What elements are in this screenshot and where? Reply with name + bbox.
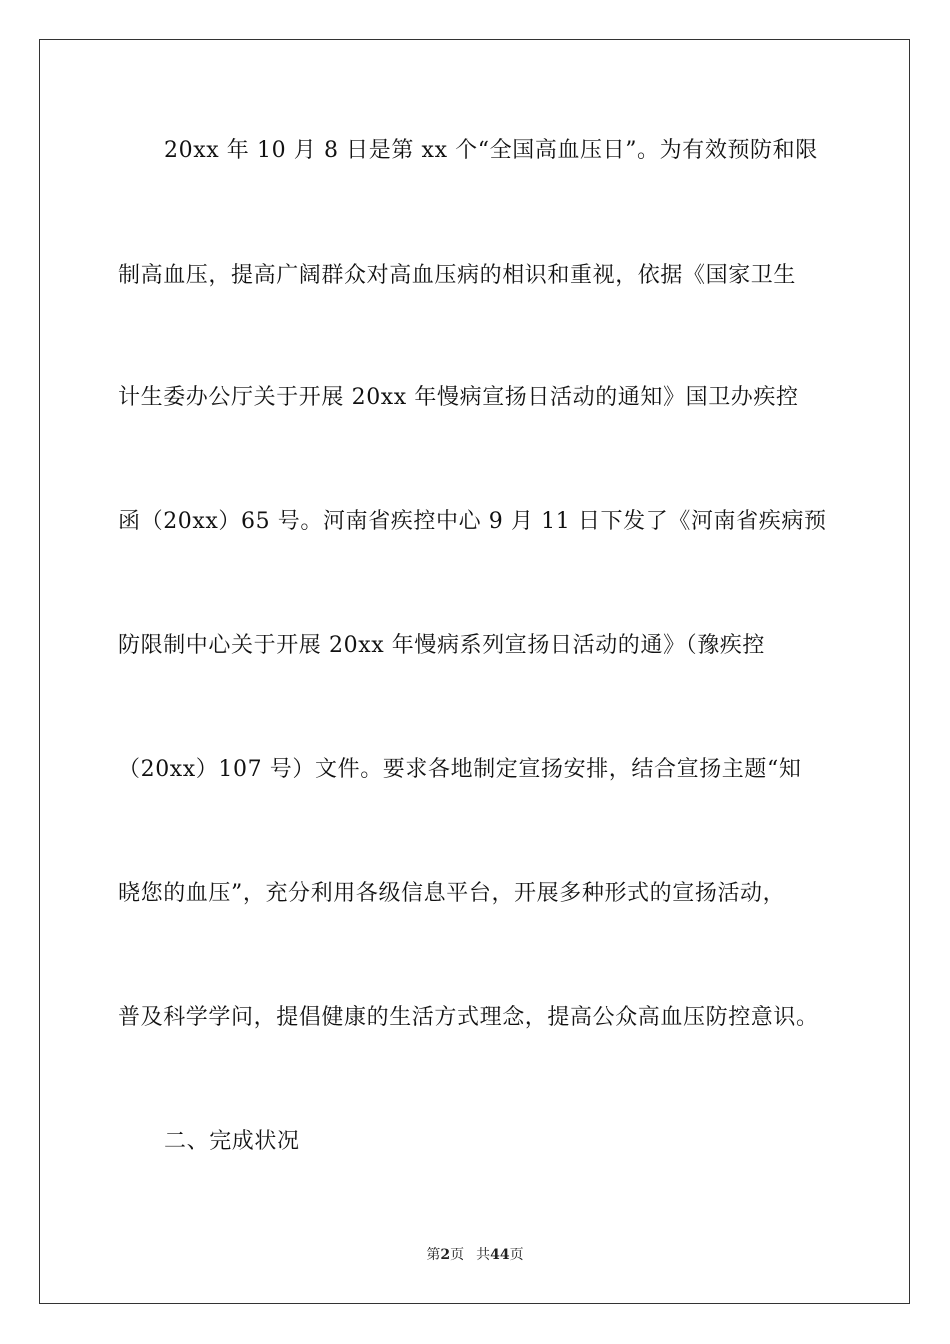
page-footer (0, 1246, 950, 1264)
footer-total-suffix: 页 (509, 1247, 524, 1263)
page-border (39, 39, 910, 1304)
paragraph-line-3: 计生委办公厅关于开展 20xx 年慢病宣扬日活动的通知》国卫办疾控 (118, 385, 799, 410)
paragraph-line-6: （20xx）107 号）文件。要求各地制定宣扬安排，结合宣扬主题“知 (118, 757, 802, 782)
paragraph-line-1: 20xx 年 10 月 8 日是第 xx 个“全国高血压日”。为有效预防和限 (164, 138, 818, 163)
paragraph-line-4: 函（20xx）65 号。河南省疾控中心 9 月 11 日下发了《河南省疾病预 (118, 509, 827, 534)
paragraph-line-8: 普及科学学问，提倡健康的生活方式理念，提高公众高血压防控意识。 (118, 1005, 819, 1030)
paragraph-line-2: 制高血压，提高广阔群众对高血压病的相识和重视，依据《国家卫生 (118, 263, 797, 288)
section-heading: 二、完成状况 (164, 1129, 300, 1154)
footer-page-suffix: 页 (450, 1247, 465, 1263)
footer-page-prefix: 第 (426, 1247, 441, 1263)
footer-page-number: 2 (440, 1247, 451, 1263)
footer-total-prefix: 共 (476, 1247, 491, 1263)
footer-total-pages: 44 (490, 1247, 510, 1263)
paragraph-line-7: 晓您的血压”，充分利用各级信息平台，开展多种形式的宣扬活动， (118, 881, 786, 906)
paragraph-line-5: 防限制中心关于开展 20xx 年慢病系列宣扬日活动的通》（豫疾控 (118, 633, 765, 658)
